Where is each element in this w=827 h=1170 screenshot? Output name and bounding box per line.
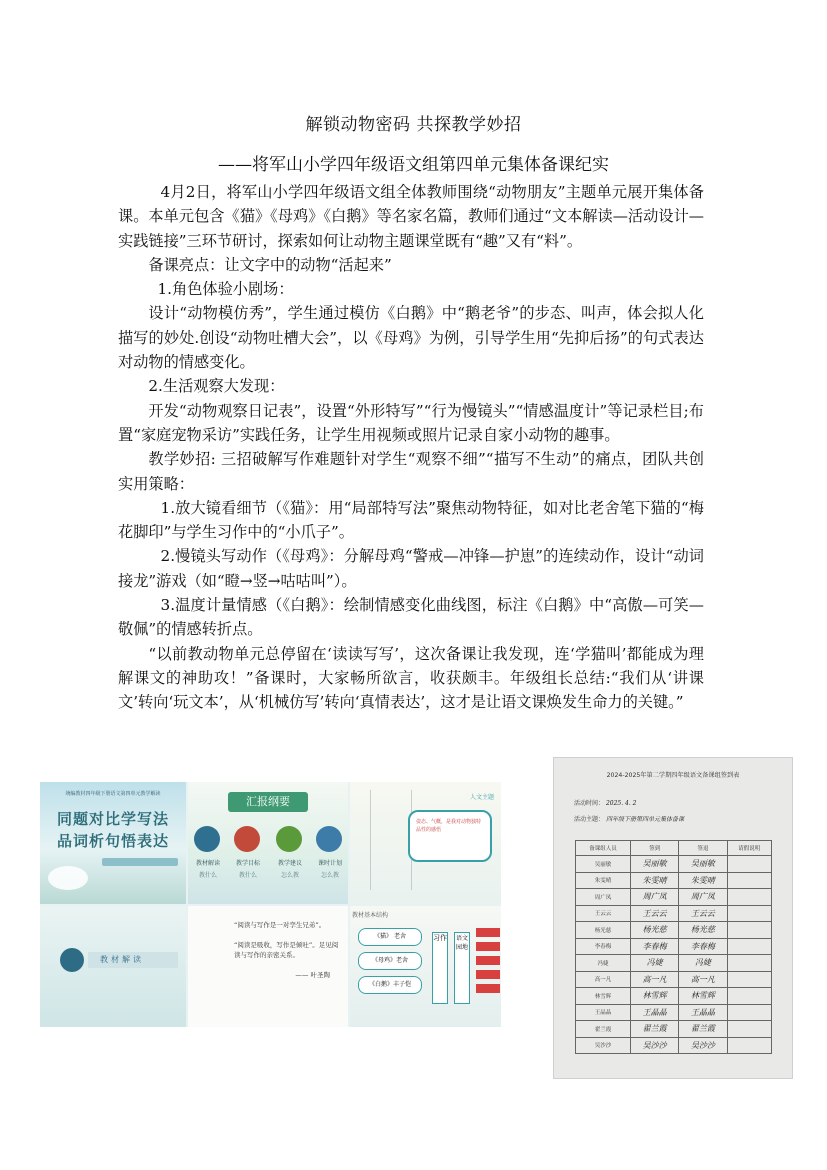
- signin-in: 林雪辉: [631, 988, 679, 1005]
- target-icon: [234, 826, 260, 852]
- signin-note: [727, 971, 771, 988]
- structure-box-3: 《白鹅》丰子恺: [358, 976, 422, 994]
- table-row: [576, 856, 772, 873]
- slide-quote-author: —— 叶圣陶: [295, 971, 330, 979]
- signin-time-value: 2025. 4. 2: [605, 800, 637, 807]
- signin-header-cell: 签退: [679, 841, 727, 856]
- signin-out: 王云云: [679, 905, 727, 922]
- table-row: [576, 1037, 772, 1054]
- structure-red-tag: [476, 956, 500, 965]
- slide-textbook-label: 教材解读: [88, 952, 178, 968]
- signin-name: 吴丽敏: [576, 856, 631, 873]
- table-row: [576, 988, 772, 1005]
- table-row: [576, 872, 772, 889]
- signin-in: 李春梅: [631, 938, 679, 955]
- structure-red-tag: [476, 928, 500, 937]
- signin-out: 杨光慈: [679, 922, 727, 939]
- signin-out: 吴丽敏: [679, 856, 727, 873]
- signin-in: 吴丽敏: [631, 856, 679, 873]
- table-row: [576, 1004, 772, 1021]
- signin-header-cell: 签到: [631, 841, 679, 856]
- signin-note: [727, 1004, 771, 1021]
- signin-table: [575, 840, 772, 1054]
- table-row: [576, 889, 772, 906]
- article-body: [118, 180, 704, 715]
- signin-in: 翟兰霞: [631, 1021, 679, 1038]
- structure-box-1: 《猫》 老舍: [358, 928, 422, 946]
- signin-name: 朱雯晴: [576, 872, 631, 889]
- pencil-icon: [316, 826, 342, 852]
- structure-mid-2: 语文园地: [454, 932, 470, 1004]
- signin-out: 吴沙沙: [679, 1037, 727, 1054]
- signin-sheet-image: [553, 757, 793, 1079]
- signin-note: [727, 1021, 771, 1038]
- slide-cover: [40, 782, 186, 904]
- structure-red-tag: [476, 970, 500, 979]
- paragraph-highlight-heading: 备课亮点：让文字中的动物“活起来”: [148, 255, 392, 274]
- slide-textbook: [40, 906, 186, 1027]
- slide-quote-2: “阅读是吸收，写作是倾吐”。足见阅读与写作的亲密关系。: [234, 941, 339, 959]
- book-icon: [194, 826, 220, 852]
- signin-time: [574, 798, 636, 807]
- books-icon: [60, 948, 84, 972]
- signin-out: 高一凡: [679, 971, 727, 988]
- table-row: [576, 905, 772, 922]
- structure-box-2: 《母鸡》老舍: [358, 952, 422, 970]
- paragraph-item-2-body: 开发“动物观察日记表”，设置“外形特写”“行为慢镜头”“情感温度计”等记录栏目;布置“家庭宠物采访”实践任务，让学生用视频或照片记录自家小动物的趣事。: [118, 401, 704, 444]
- signin-name: 高一凡: [576, 971, 631, 988]
- reeds-illustration: [370, 790, 412, 890]
- signin-topic-label: 活动主题：: [574, 816, 605, 823]
- article-subtitle: ——将军山小学四年级语文组第四单元集体备课纪实: [218, 155, 609, 175]
- signin-topic: [574, 814, 684, 823]
- signin-header-cell: 请假说明: [727, 841, 771, 856]
- slides-collage-image: [40, 782, 501, 1027]
- slide-theme: [350, 782, 501, 904]
- slide-outline: [188, 782, 348, 904]
- signin-out: 李春梅: [679, 938, 727, 955]
- paragraph-tip-3: 3.温度计量情感（《白鹅》：绘制情感变化曲线图，标注《白鹅》中“高傲—可笑—敬佩”的情感转折点。: [118, 596, 704, 639]
- signin-name: 李春梅: [576, 938, 631, 955]
- signin-out: 林雪辉: [679, 988, 727, 1005]
- signin-name: 王云云: [576, 905, 631, 922]
- signin-header-cell: 备课组人员: [576, 841, 631, 856]
- slide-quote: [188, 906, 348, 1027]
- outline-label-4: 课时计划: [317, 860, 342, 867]
- slide-quote-1: “阅读与写作是一对孪生兄弟”。: [234, 921, 326, 929]
- signin-in: 王晶晶: [631, 1004, 679, 1021]
- signin-note: [727, 955, 771, 972]
- slide-cover-title-1: 同题对比学写法: [56, 810, 169, 828]
- signin-name: 林雪辉: [576, 988, 631, 1005]
- signin-note: [727, 856, 771, 873]
- signin-note: [727, 922, 771, 939]
- slide-structure-header: 教材基本结构: [352, 912, 389, 919]
- paragraph-item-1-heading: 1.角色体验小剧场：: [157, 280, 294, 299]
- structure-red-tag: [476, 984, 500, 993]
- paragraph-summary: “以前教动物单元总停留在‘读读写写’，这次备课让我发现，连‘学猫叫’都能成为理解课文的神助攻！”备课时，大家畅所欲言，收获颇丰。年级组长总结:“我们从‘讲课文’转向‘玩文本’，从‘机械仿写’转向‘真情表达’，这才是让语文课焕发生命力的关键。”: [118, 644, 704, 712]
- paragraph-tip-2: 2.慢镜头写动作（《母鸡》：分解母鸡“警戒—冲锋—护崽”的连续动作，设计“动词接龙”游戏（如“瞪→竖→咕咕叫”）。: [118, 547, 704, 590]
- signin-note: [727, 889, 771, 906]
- lightbulb-icon: [276, 826, 302, 852]
- signin-in: 冯婕: [631, 955, 679, 972]
- table-row: [576, 938, 772, 955]
- slide-theme-label: 人文主题: [470, 794, 495, 801]
- signin-out: 朱雯晴: [679, 872, 727, 889]
- signin-topic-value: 四年级下册第四单元集体备课: [605, 816, 684, 823]
- signin-note: [727, 938, 771, 955]
- signin-out: 周广凤: [679, 889, 727, 906]
- swan-icon: [48, 866, 88, 890]
- structure-mid: 习作: [432, 932, 448, 1004]
- signin-out: 翟兰霞: [679, 1021, 727, 1038]
- article-title: 解锁动物密码 共探教学妙招: [305, 115, 522, 135]
- slide-outline-header: 汇报纲要: [228, 792, 308, 812]
- signin-name: 冯婕: [576, 955, 631, 972]
- outline-sub-1: 教什么: [198, 872, 217, 879]
- signin-name: 翟兰霞: [576, 1021, 631, 1038]
- table-row: [576, 922, 772, 939]
- paragraph-tips-heading: 教学妙招: 三招破解写作难题针对学生“观察不细”“描写不生动”的痛点，团队共创实用策略：: [118, 450, 704, 493]
- outline-sub-2: 教什么: [238, 872, 257, 879]
- paragraph-item-1-body: 设计“动物模仿秀”，学生通过模仿《白鹅》中“鹅老爷”的步态、叫声，体会拟人化描写的妙处.创设“动物吐槽大会”，以《母鸡》为例，引导学生用“先抑后扬”的句式表达对动物的情感变化。: [118, 304, 704, 372]
- signin-name: 王晶晶: [576, 1004, 631, 1021]
- slide-cover-title-2: 品词析句悟表达: [56, 832, 169, 850]
- table-row: [576, 971, 772, 988]
- signin-name: 周广凤: [576, 889, 631, 906]
- outline-label-2: 教学目标: [235, 860, 260, 867]
- signin-in: 朱雯晴: [631, 872, 679, 889]
- table-row: [576, 1021, 772, 1038]
- slide-theme-text: 姿态、气概，是我对动物独特品性的感悟: [416, 819, 482, 833]
- paragraph-intro: 4月2日，将军山小学四年级语文组全体教师围绕“动物朋友”主题单元展开集体备课。本单元包含《猫》《母鸡》《白鹅》等名家名篇，教师们通过“文本解读—活动设计—实践链接”三环节研讨，探索如何让动物主题课堂既有“趣”又有“料”。: [118, 183, 704, 250]
- paragraph-item-2-heading: 2.生活观察大发现：: [148, 377, 285, 396]
- signin-in: 王云云: [631, 905, 679, 922]
- outline-sub-4: 怎么教: [320, 872, 339, 879]
- signin-in: 吴沙沙: [631, 1037, 679, 1054]
- slide-cover-bar: [102, 858, 178, 866]
- table-row: [576, 955, 772, 972]
- signin-out: 冯婕: [679, 955, 727, 972]
- signin-in: 杨光慈: [631, 922, 679, 939]
- signin-note: [727, 1037, 771, 1054]
- signin-name: 杨光慈: [576, 922, 631, 939]
- slide-theme-box: [408, 810, 492, 862]
- signin-time-label: 活动时间：: [574, 800, 605, 807]
- signin-note: [727, 905, 771, 922]
- paragraph-tip-1: 1.放大镜看细节（《猫》：用“局部特写法”聚焦动物特征，如对比老舍笔下猫的“梅花脚印”与学生习作中的“小爪子”。: [118, 498, 704, 542]
- signin-note: [727, 988, 771, 1005]
- signin-note: [727, 872, 771, 889]
- signin-title: 2024-2025年第二学期四年级语文备课组签到表: [606, 772, 740, 779]
- structure-red-tag: [476, 942, 500, 951]
- outline-sub-3: 怎么教: [280, 872, 299, 879]
- signin-in: 周广凤: [631, 889, 679, 906]
- signin-in: 高一凡: [631, 971, 679, 988]
- outline-label-3: 教学建议: [277, 860, 302, 867]
- signin-out: 王晶晶: [679, 1004, 727, 1021]
- signin-name: 吴沙沙: [576, 1037, 631, 1054]
- signin-header-row: [576, 841, 772, 856]
- outline-label-1: 教材解读: [195, 860, 220, 867]
- slide-cover-header: 统编教材四年级下册语文第四单元教学解读: [65, 791, 161, 797]
- slide-structure: [350, 906, 501, 1027]
